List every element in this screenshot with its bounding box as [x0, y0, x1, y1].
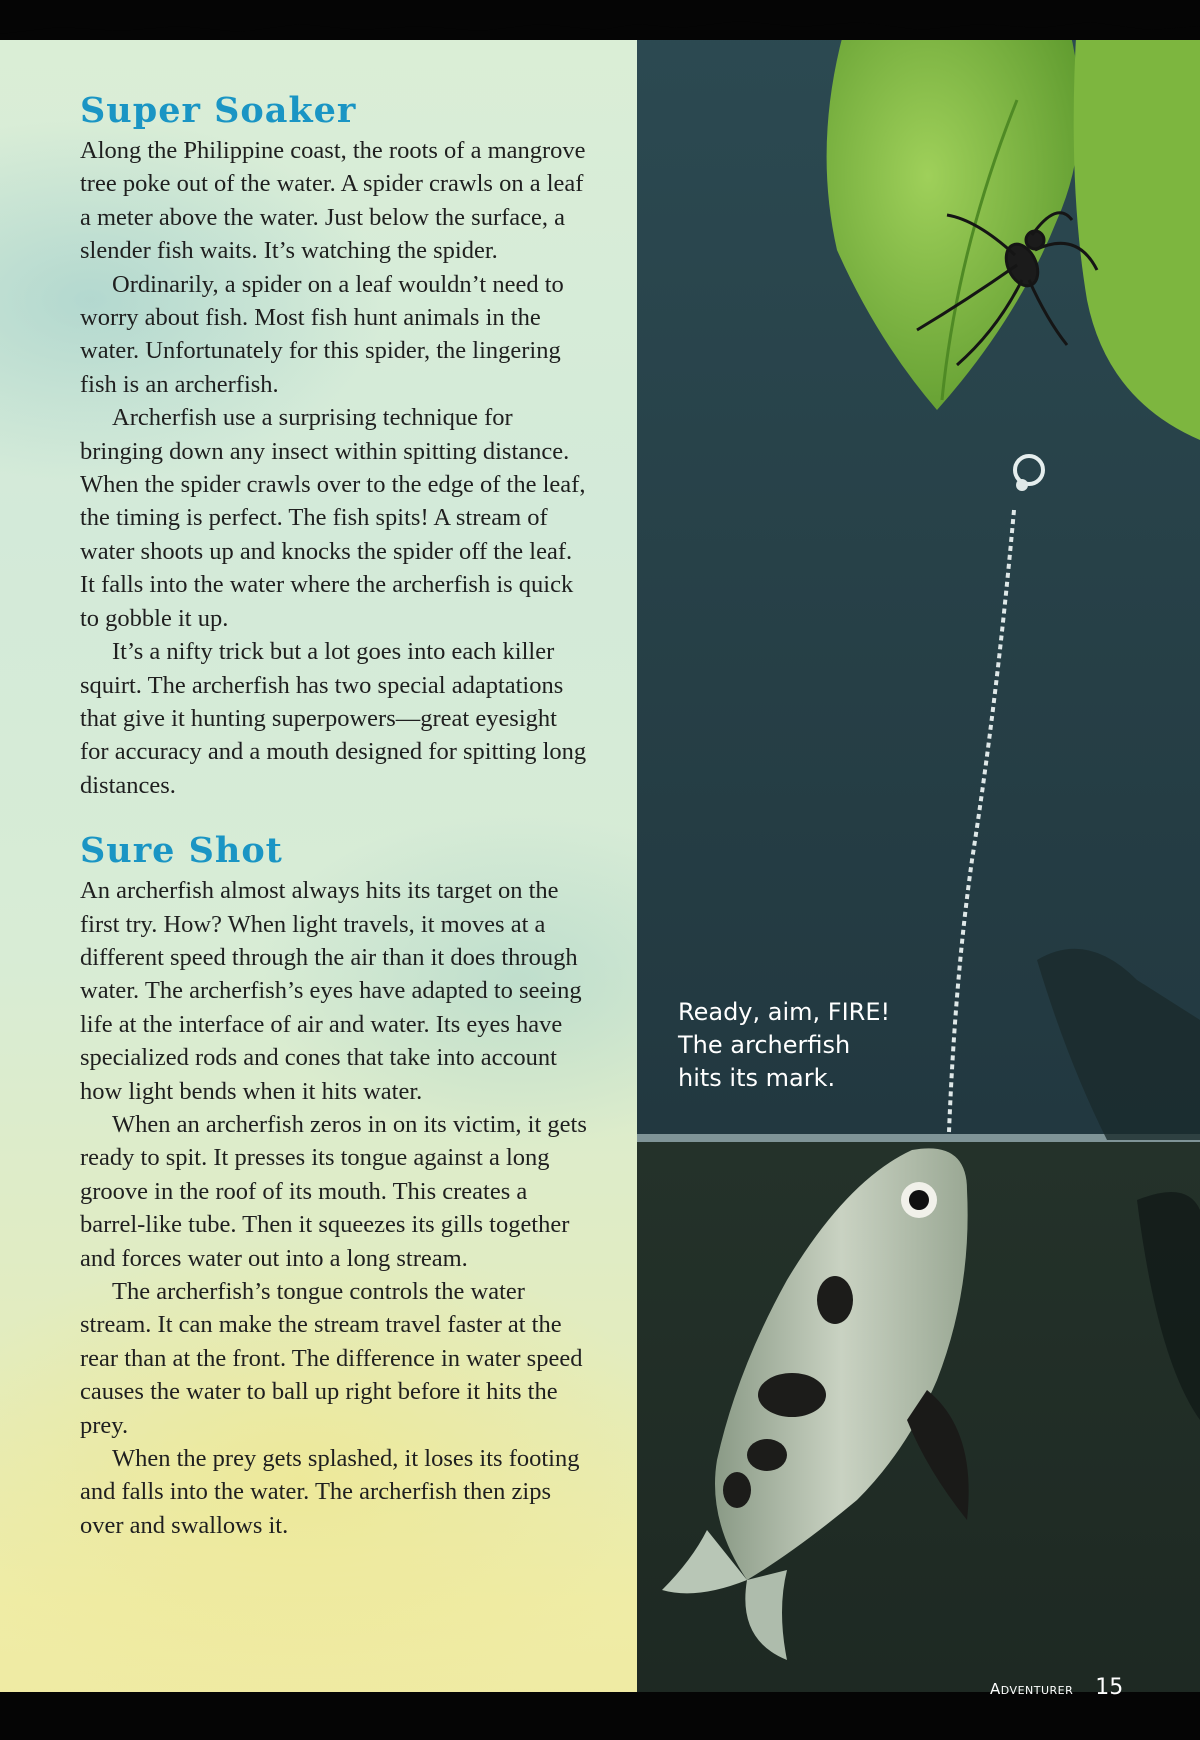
- caption-line: Ready, aim, FIRE!: [678, 998, 891, 1026]
- page-footer: [990, 1675, 1123, 1700]
- paragraph: The archerfish’s tongue controls the water stream. It can make the stream travel faster at the rear than at the front. The difference in water speed causes the water to ball up right before it hits the prey.: [80, 1278, 583, 1439]
- caption-line: The archerfish: [678, 1031, 851, 1059]
- paragraph: When the prey gets splashed, it loses its footing and falls into the water. The archerfish then zips over and swallows it.: [80, 1445, 580, 1539]
- paragraph: Along the Philippine coast, the roots of a mangrove tree poke out of the water. A spider crawls on a leaf a meter above the water. Just below the surface, a slender fish waits. It’s watching the spider.: [80, 137, 586, 265]
- archerfish-photo: [637, 0, 1200, 1740]
- paragraph: When an archerfish zeros in on its victim, it gets ready to spit. It presses its tongue against a long groove in the roof of its mouth. This creates a barrel-like tube. Then it squeezes its gills together and forces water out into a long stream.: [80, 1110, 587, 1272]
- torn-edge-top: [0, 0, 1200, 40]
- paragraph: Archerfish use a surprising technique for bringing down any insect within spitting distance. When the spider crawls over to the edge of the leaf, the timing is perfect. The fish spits! A stream of water shoots up and knocks the spider off the leaf. It falls into the water where the archerfish is quick to gobble it up.: [80, 404, 586, 632]
- paragraph: An archerfish almost always hits its target on the first try. How? When light travels, it moves at a different speed through the air than it does through water. The archerfish’s eyes have adapted to seeing life at the interface of air and water. Its eyes have specialized rods and cones that take into account how light bends when it hits water.: [80, 877, 582, 1105]
- caption-line: hits its mark.: [678, 1064, 836, 1092]
- section-heading-super-soaker: Super Soaker: [80, 90, 357, 131]
- article-text: [80, 88, 590, 1542]
- section-heading-sure-shot: Sure Shot: [80, 830, 283, 872]
- paragraph: Ordinarily, a spider on a leaf wouldn’t need to worry about fish. Most fish hunt animals in the water. Unfortunately for this spider, the lingering fish is an archerfish.: [80, 270, 564, 398]
- archerfish-illustration: [637, 0, 1200, 1740]
- magazine-name: Adventurer: [990, 1680, 1074, 1698]
- photo-caption: [678, 996, 938, 1095]
- paragraph: It’s a nifty trick but a lot goes into each killer squirt. The archerfish has two special adaptations that give it hunting superpowers—great eyesight for accuracy and a mouth designed for spitting long distances.: [80, 638, 587, 799]
- page-number: 15: [1095, 1675, 1124, 1700]
